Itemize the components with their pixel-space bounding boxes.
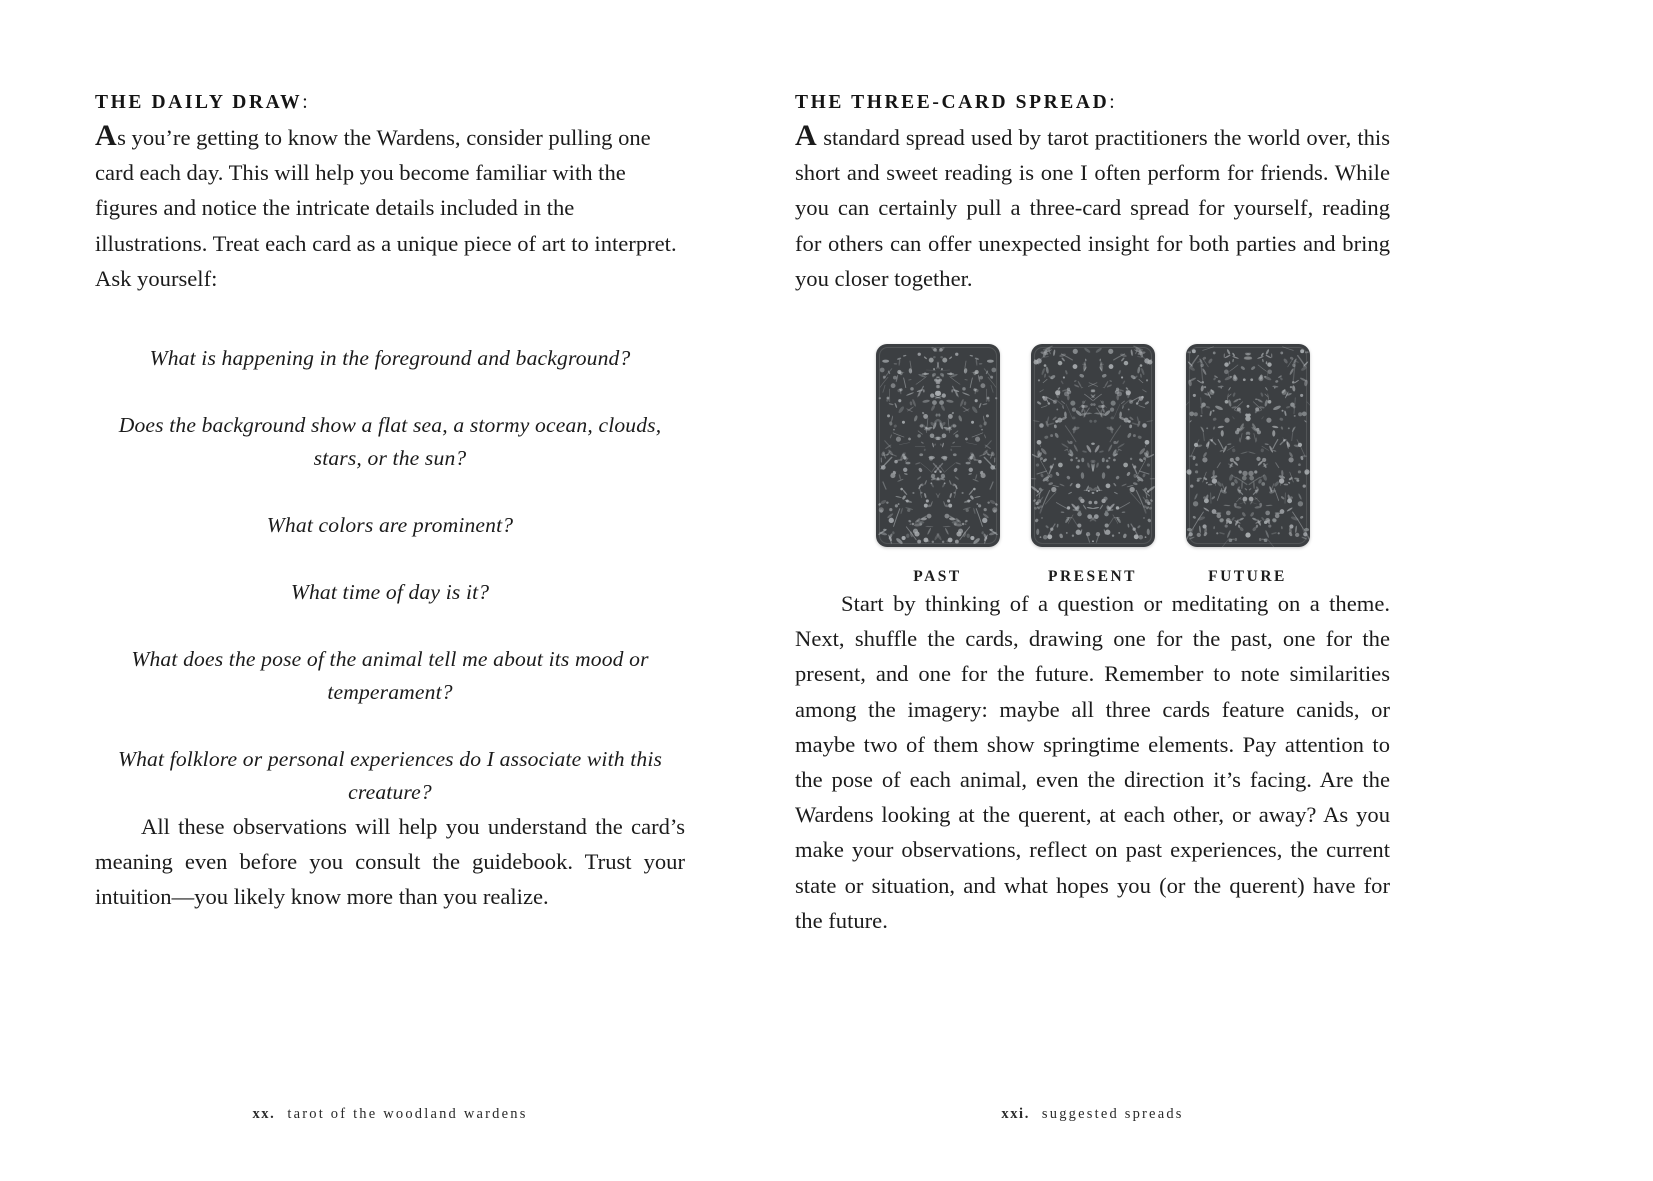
question-item: What colors are prominent? (266, 513, 514, 538)
left-page-folio-number: xx. (252, 1106, 276, 1122)
three-card-spread-illustration (795, 344, 1390, 586)
card-label-future: FUTURE (1208, 568, 1287, 586)
reflection-question-list (95, 342, 685, 809)
question-item: What time of day is it? (290, 580, 490, 605)
card-slot-present (1031, 344, 1155, 586)
right-page (795, 0, 1495, 1181)
tarot-card-back-icon (1186, 344, 1310, 547)
left-page-intro-paragraph (95, 120, 685, 296)
question-item: Does the background show a flat sea, a stormy ocean, clouds, stars, or the sun? (118, 413, 662, 471)
left-page-heading-text: THE DAILY DRAW (95, 92, 303, 113)
right-page-folio-title: suggested spreads (1041, 1106, 1184, 1122)
card-slot-future (1186, 344, 1310, 586)
card-slot-past (876, 344, 1000, 586)
left-page-closing-paragraph: All these observations will help you understand the card’s meaning even before you consult the guidebook. Trust your intuition—you likely know more than you realize. (95, 814, 685, 910)
left-page-drop-cap: A (95, 119, 118, 152)
right-page-footer (795, 1106, 1390, 1123)
right-page-drop-cap: A (795, 119, 818, 152)
right-page-content (795, 92, 1390, 938)
left-page-content (95, 92, 685, 915)
tarot-card-back-icon (1031, 344, 1155, 547)
right-page-body-paragraph: Start by thinking of a question or meditating on a theme. Next, shuffle the cards, drawing one for the past, one for the present, and one for the future. Remember to note similarities among the imagery: maybe all three cards feature canids, or maybe two of them show springtime elements. Pay attention to the pose of each animal, even the direction it’s facing. Are the Wardens looking at the querent, at each other, or away? As you make your observations, reflect on past experiences, the current state or situation, and what hopes you (or the querent) have for the future. (795, 591, 1390, 933)
card-label-past: PAST (913, 568, 962, 586)
right-page-heading-colon: : (1109, 92, 1115, 113)
question-item: What is happening in the foreground and background? (149, 346, 631, 371)
left-page (95, 0, 795, 1181)
right-page-intro-text: standard spread used by tarot practitioners the world over, this short and sweet reading is one I often perform for friends. While you can certainly pull a three-card spread for yourself, reading for others can offer unexpected insight for both parties and bring you closer together. (795, 125, 1390, 291)
left-page-folio-title: tarot of the woodland wardens (287, 1106, 528, 1122)
left-page-heading (95, 92, 685, 114)
left-page-intro-text: s you’re getting to know the Wardens, consider pulling one card each day. This will help you become familiar with the figures and notice the intricate details included in the illustrations. Treat each card as a unique piece of art to interpret. Ask yourself: (95, 125, 677, 291)
tarot-card-back-icon (876, 344, 1000, 547)
left-page-heading-colon: : (302, 92, 308, 113)
right-page-heading-text: THE THREE-CARD SPREAD (795, 92, 1110, 113)
card-label-present: PRESENT (1048, 568, 1137, 586)
question-item: What does the pose of the animal tell me about its mood or temperament? (131, 647, 649, 705)
right-page-folio-number: xxi. (1001, 1106, 1030, 1122)
right-page-heading (795, 92, 1390, 114)
left-page-footer (95, 1106, 685, 1123)
question-item: What folklore or personal experiences do I associate with this creature? (117, 747, 663, 805)
right-page-intro-paragraph (795, 120, 1390, 296)
